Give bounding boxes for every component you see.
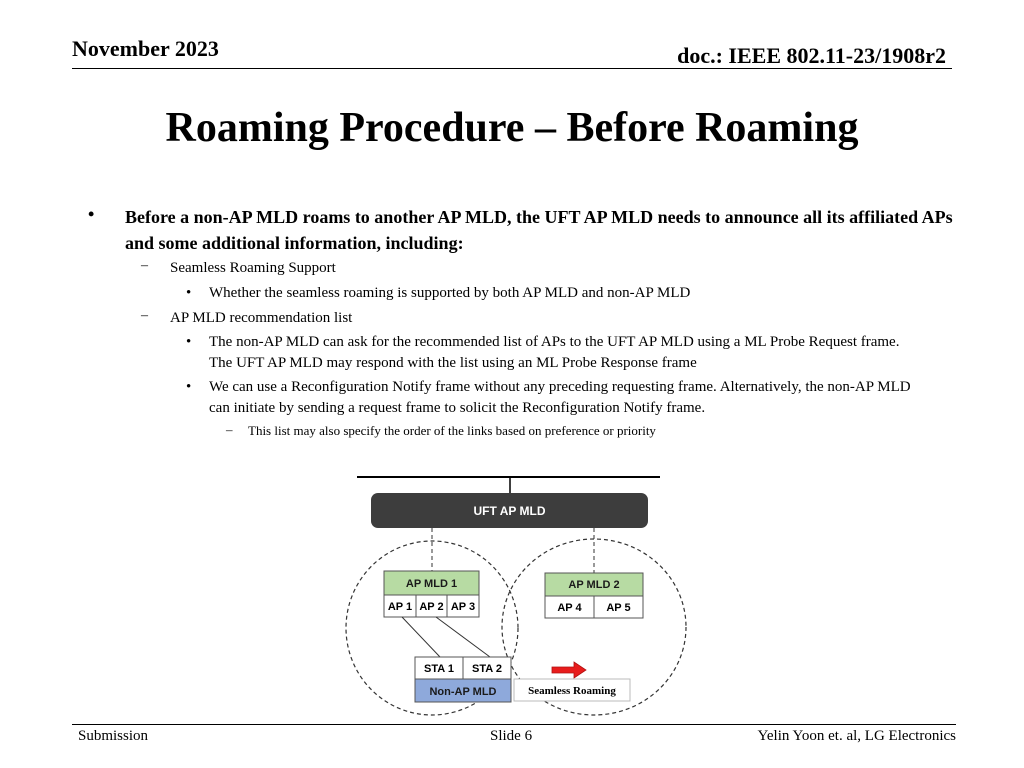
bullet-marker: • [186,285,192,301]
ap-4-cell: AP 4 [557,602,582,614]
item-link-order: This list may also specify the order of the links based on preference or priority [248,423,656,438]
ap2-sta2-link [436,617,490,657]
footer-authors: Yelin Yoon et. al, LG Electronics [757,728,956,744]
item-reconfiguration-notify: We can use a Reconfiguration Notify frame without any preceding requesting frame. Alternatively, the non-AP MLD can initiate by sending a request frame to solicit the Reconfiguration Notify frame. [209,379,911,416]
slide-title: Roaming Procedure – Before Roaming [165,105,859,151]
header-doc-number: doc.: IEEE 802.11-23/1908r2 [677,43,946,68]
ap-mld-1-label: AP MLD 1 [405,578,458,590]
footer-slide-number: Slide 6 [490,728,533,744]
item-seamless-supported: Whether the seamless roaming is supported by both AP MLD and non-AP MLD [209,285,691,301]
item-probe-request: The non-AP MLD can ask for the recommended list of APs to the UFT AP MLD using a ML Probe Request frame. The UFT AP MLD may respond with the list using an ML Probe Response frame [209,334,900,371]
ap1-sta1-link [402,617,440,657]
non-ap-mld-label: Non-AP MLD [429,686,497,698]
seamless-roaming-label: Seamless Roaming [528,685,616,697]
footer-submission: Submission [78,728,149,744]
roaming-arrow-icon [552,662,586,678]
footer-rule [72,724,956,725]
main-bullet-text: Before a non-AP MLD roams to another AP MLD, the UFT AP MLD needs to announce all its affiliated APs and some additional information, including: [125,207,953,253]
sub-bullet-recommendation-list: AP MLD recommendation list [170,310,353,326]
sta-2-cell: STA 2 [472,663,502,675]
ap-1-cell: AP 1 [387,601,413,613]
sta-1-cell: STA 1 [424,663,454,675]
dash-marker: – [141,258,148,273]
ap-3-cell: AP 3 [450,601,476,613]
uft-ap-mld-label: UFT AP MLD [473,504,546,518]
bullet-marker: • [186,334,192,350]
ap-5-cell: AP 5 [606,602,631,614]
bullet-marker: • [186,379,192,395]
sub-bullet-seamless-support: Seamless Roaming Support [170,260,336,276]
dash-marker: – [226,422,233,437]
ap-mld-2-label: AP MLD 2 [568,579,620,591]
header-rule [72,68,952,69]
roaming-diagram [340,470,690,720]
header-date: November 2023 [72,36,219,61]
ap-2-cell: AP 2 [419,601,444,613]
bullet-marker: • [88,204,95,224]
dash-marker: – [141,308,148,323]
